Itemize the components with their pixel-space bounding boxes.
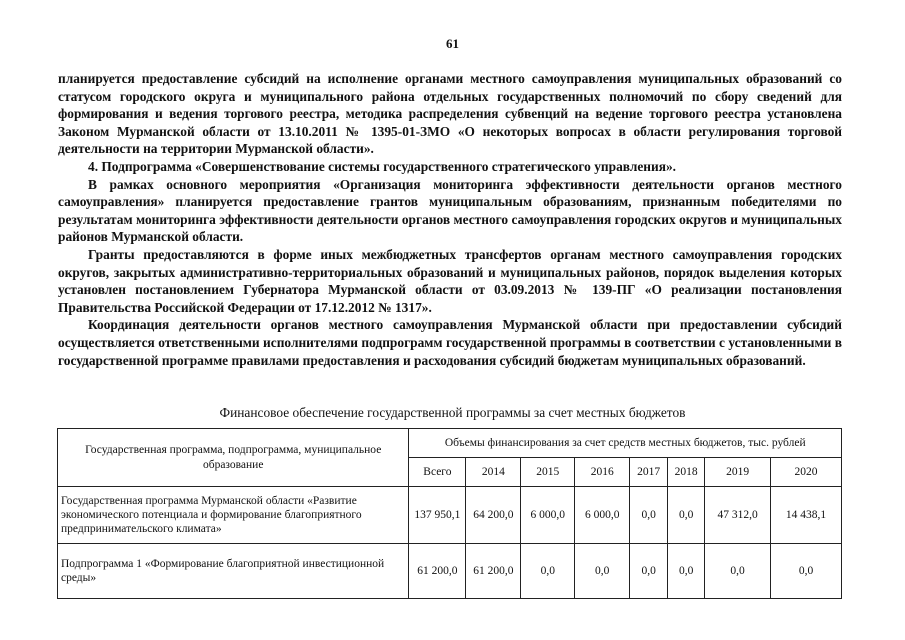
- table-row: [58, 487, 842, 544]
- page-number: 61: [446, 36, 459, 51]
- cell-value: 137 950,1: [409, 487, 466, 544]
- cell-value: 0,0: [521, 544, 575, 599]
- header-year: 2016: [575, 458, 630, 487]
- cell-value: 61 200,0: [466, 544, 521, 599]
- row-name: Государственная программа Мурманской области «Развитие экономического потенциала и формирование благоприятного предпринимательского климата»: [58, 487, 409, 544]
- paragraph: 4. Подпрограмма «Совершенствование системы государственного стратегического управления».: [88, 158, 676, 174]
- header-program-name: Государственная программа, подпрограмма, муниципальное образование: [58, 429, 409, 487]
- cell-value: 61 200,0: [409, 544, 466, 599]
- financing-table: [57, 428, 842, 599]
- cell-value: 0,0: [668, 544, 705, 599]
- cell-value: 0,0: [668, 487, 705, 544]
- header-year: 2015: [521, 458, 575, 487]
- table-header-row: [58, 429, 842, 458]
- table-row: [58, 544, 842, 599]
- body-text: [58, 70, 842, 369]
- header-financing-volume: Объемы финансирования за счет средств местных бюджетов, тыс. рублей: [409, 429, 842, 458]
- cell-value: 0,0: [771, 544, 842, 599]
- paragraph: В рамках основного мероприятия «Организация мониторинга эффективности деятельности органов местного самоуправления» планируется предоставление грантов муниципальным образованиям, признанным победителями по результатам мониторинга эффективности деятельности органов местного самоуправления городских округов и муниципальных районов Мурманской области.: [58, 176, 842, 245]
- header-year: 2018: [668, 458, 705, 487]
- paragraph: Координация деятельности органов местного самоуправления Мурманской области при предоставлении субсидий осуществляется ответственными исполнителями подпрограмм государственной программы в соответствии с установленными в государственной программе правилами предоставления и расходования субсидий бюджетам муниципальных образований.: [58, 317, 842, 368]
- paragraph: Гранты предоставляются в форме иных межбюджетных трансфертов органам местного самоуправления городских округов, закрытых административно-территориальных образований и муниципальных районов, порядок выделения которых установлен постановлением Губернатора Мурманской области от 03.09.2013 № 139-ПГ «О реализации постановления Правительства Российской Федерации от 17.12.2012 № 1317».: [58, 246, 842, 315]
- cell-value: 47 312,0: [705, 487, 771, 544]
- cell-value: 6 000,0: [575, 487, 630, 544]
- cell-value: 14 438,1: [771, 487, 842, 544]
- paragraph: планируется предоставление субсидий на исполнение органами местного самоуправления муниципальных образований со статусом городского округа и муниципального района отдельных государственных полномочий по сбору сведений для формирования и ведения торгового реестра, методика распределения субвенций на ведение торгового реестра установлена Законом Мурманской области от 13.10.2011 № 1395-01-ЗМО «О некоторых вопросах в области регулирования торговой деятельности на территории Мурманской области».: [58, 71, 842, 157]
- header-year: 2019: [705, 458, 771, 487]
- cell-value: 0,0: [630, 544, 668, 599]
- row-name: Подпрограмма 1 «Формирование благоприятной инвестиционной среды»: [58, 544, 409, 599]
- cell-value: 0,0: [705, 544, 771, 599]
- table-title: Финансовое обеспечение государственной программы за счет местных бюджетов: [219, 405, 686, 420]
- header-year: 2014: [466, 458, 521, 487]
- cell-value: 0,0: [630, 487, 668, 544]
- cell-value: 6 000,0: [521, 487, 575, 544]
- cell-value: 0,0: [575, 544, 630, 599]
- header-year: 2017: [630, 458, 668, 487]
- header-total: Всего: [409, 458, 466, 487]
- header-year: 2020: [771, 458, 842, 487]
- cell-value: 64 200,0: [466, 487, 521, 544]
